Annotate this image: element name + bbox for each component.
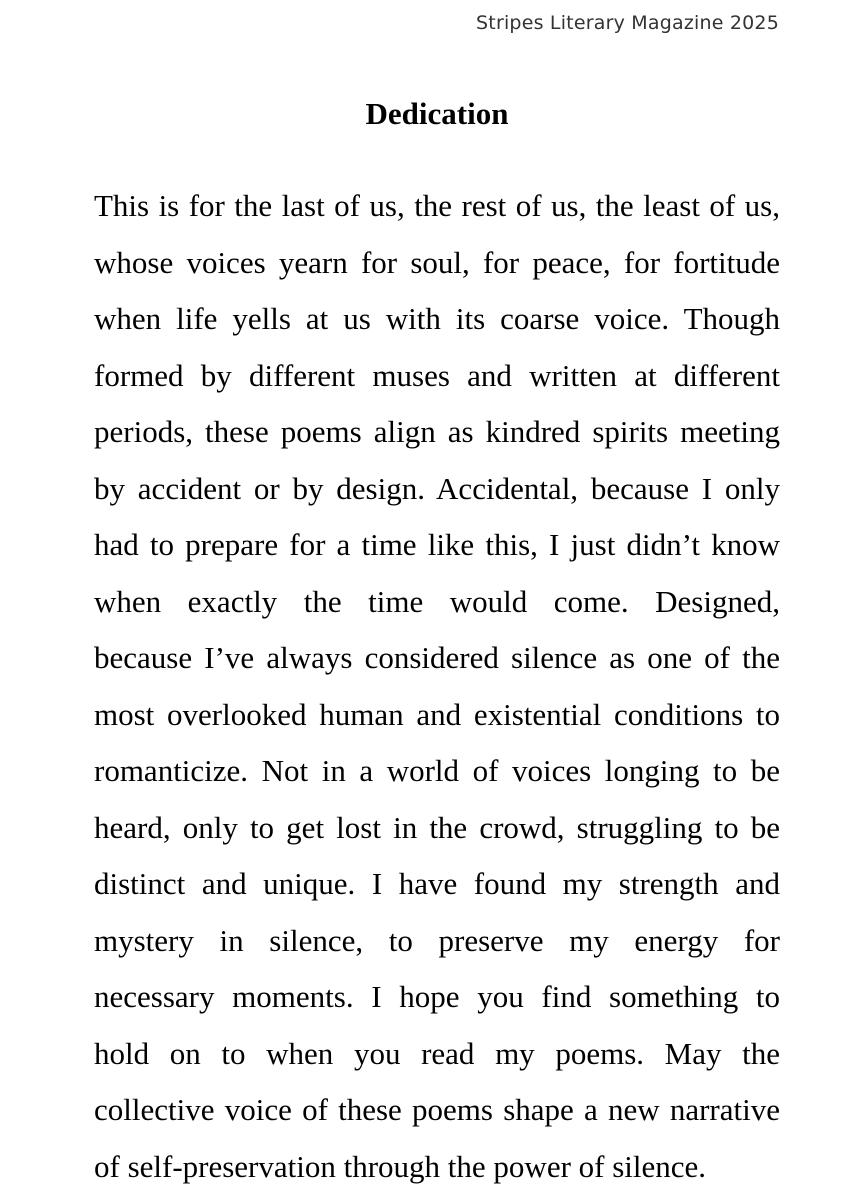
paragraph-line: most overlooked human and existential conditions to	[94, 696, 780, 732]
dedication-paragraph	[94, 178, 780, 1195]
paragraph-line: heard, only to get lost in the crowd, struggling to be	[94, 809, 780, 845]
paragraph-line: hold on to when you read my poems. May the	[94, 1035, 780, 1071]
page-title: Dedication	[365, 96, 509, 131]
paragraph-line: periods, these poems align as kindred spirits meeting	[94, 414, 780, 449]
paragraph-line: formed by different muses and written at different	[94, 357, 780, 393]
paragraph-line: mystery in silence, to preserve my energy for	[94, 922, 780, 958]
paragraph-line: by accident or by design. Accidental, because I only	[94, 470, 780, 506]
paragraph-line: necessary moments. I hope you find something to	[94, 979, 780, 1014]
paragraph-line: of self-preservation through the power of silence.	[94, 1148, 707, 1184]
paragraph-line: This is for the last of us, the rest of us, the least of us,	[94, 188, 780, 223]
paragraph-line: whose voices yearn for soul, for peace, for fortitude	[94, 244, 780, 280]
paragraph-line: romanticize. Not in a world of voices longing to be	[94, 753, 780, 788]
paragraph-line: distinct and unique. I have found my strength and	[94, 866, 780, 901]
paragraph-line: when life yells at us with its coarse voice. Though	[94, 301, 780, 336]
paragraph-line: collective voice of these poems shape a new narrative	[94, 1092, 780, 1127]
paragraph-line: had to prepare for a time like this, I just didn’t know	[94, 527, 780, 562]
paragraph-line: when exactly the time would come. Designed,	[94, 583, 780, 619]
paragraph-line: because I’ve always considered silence as one of the	[94, 640, 780, 675]
running-header: Stripes Literary Magazine 2025	[476, 12, 779, 34]
